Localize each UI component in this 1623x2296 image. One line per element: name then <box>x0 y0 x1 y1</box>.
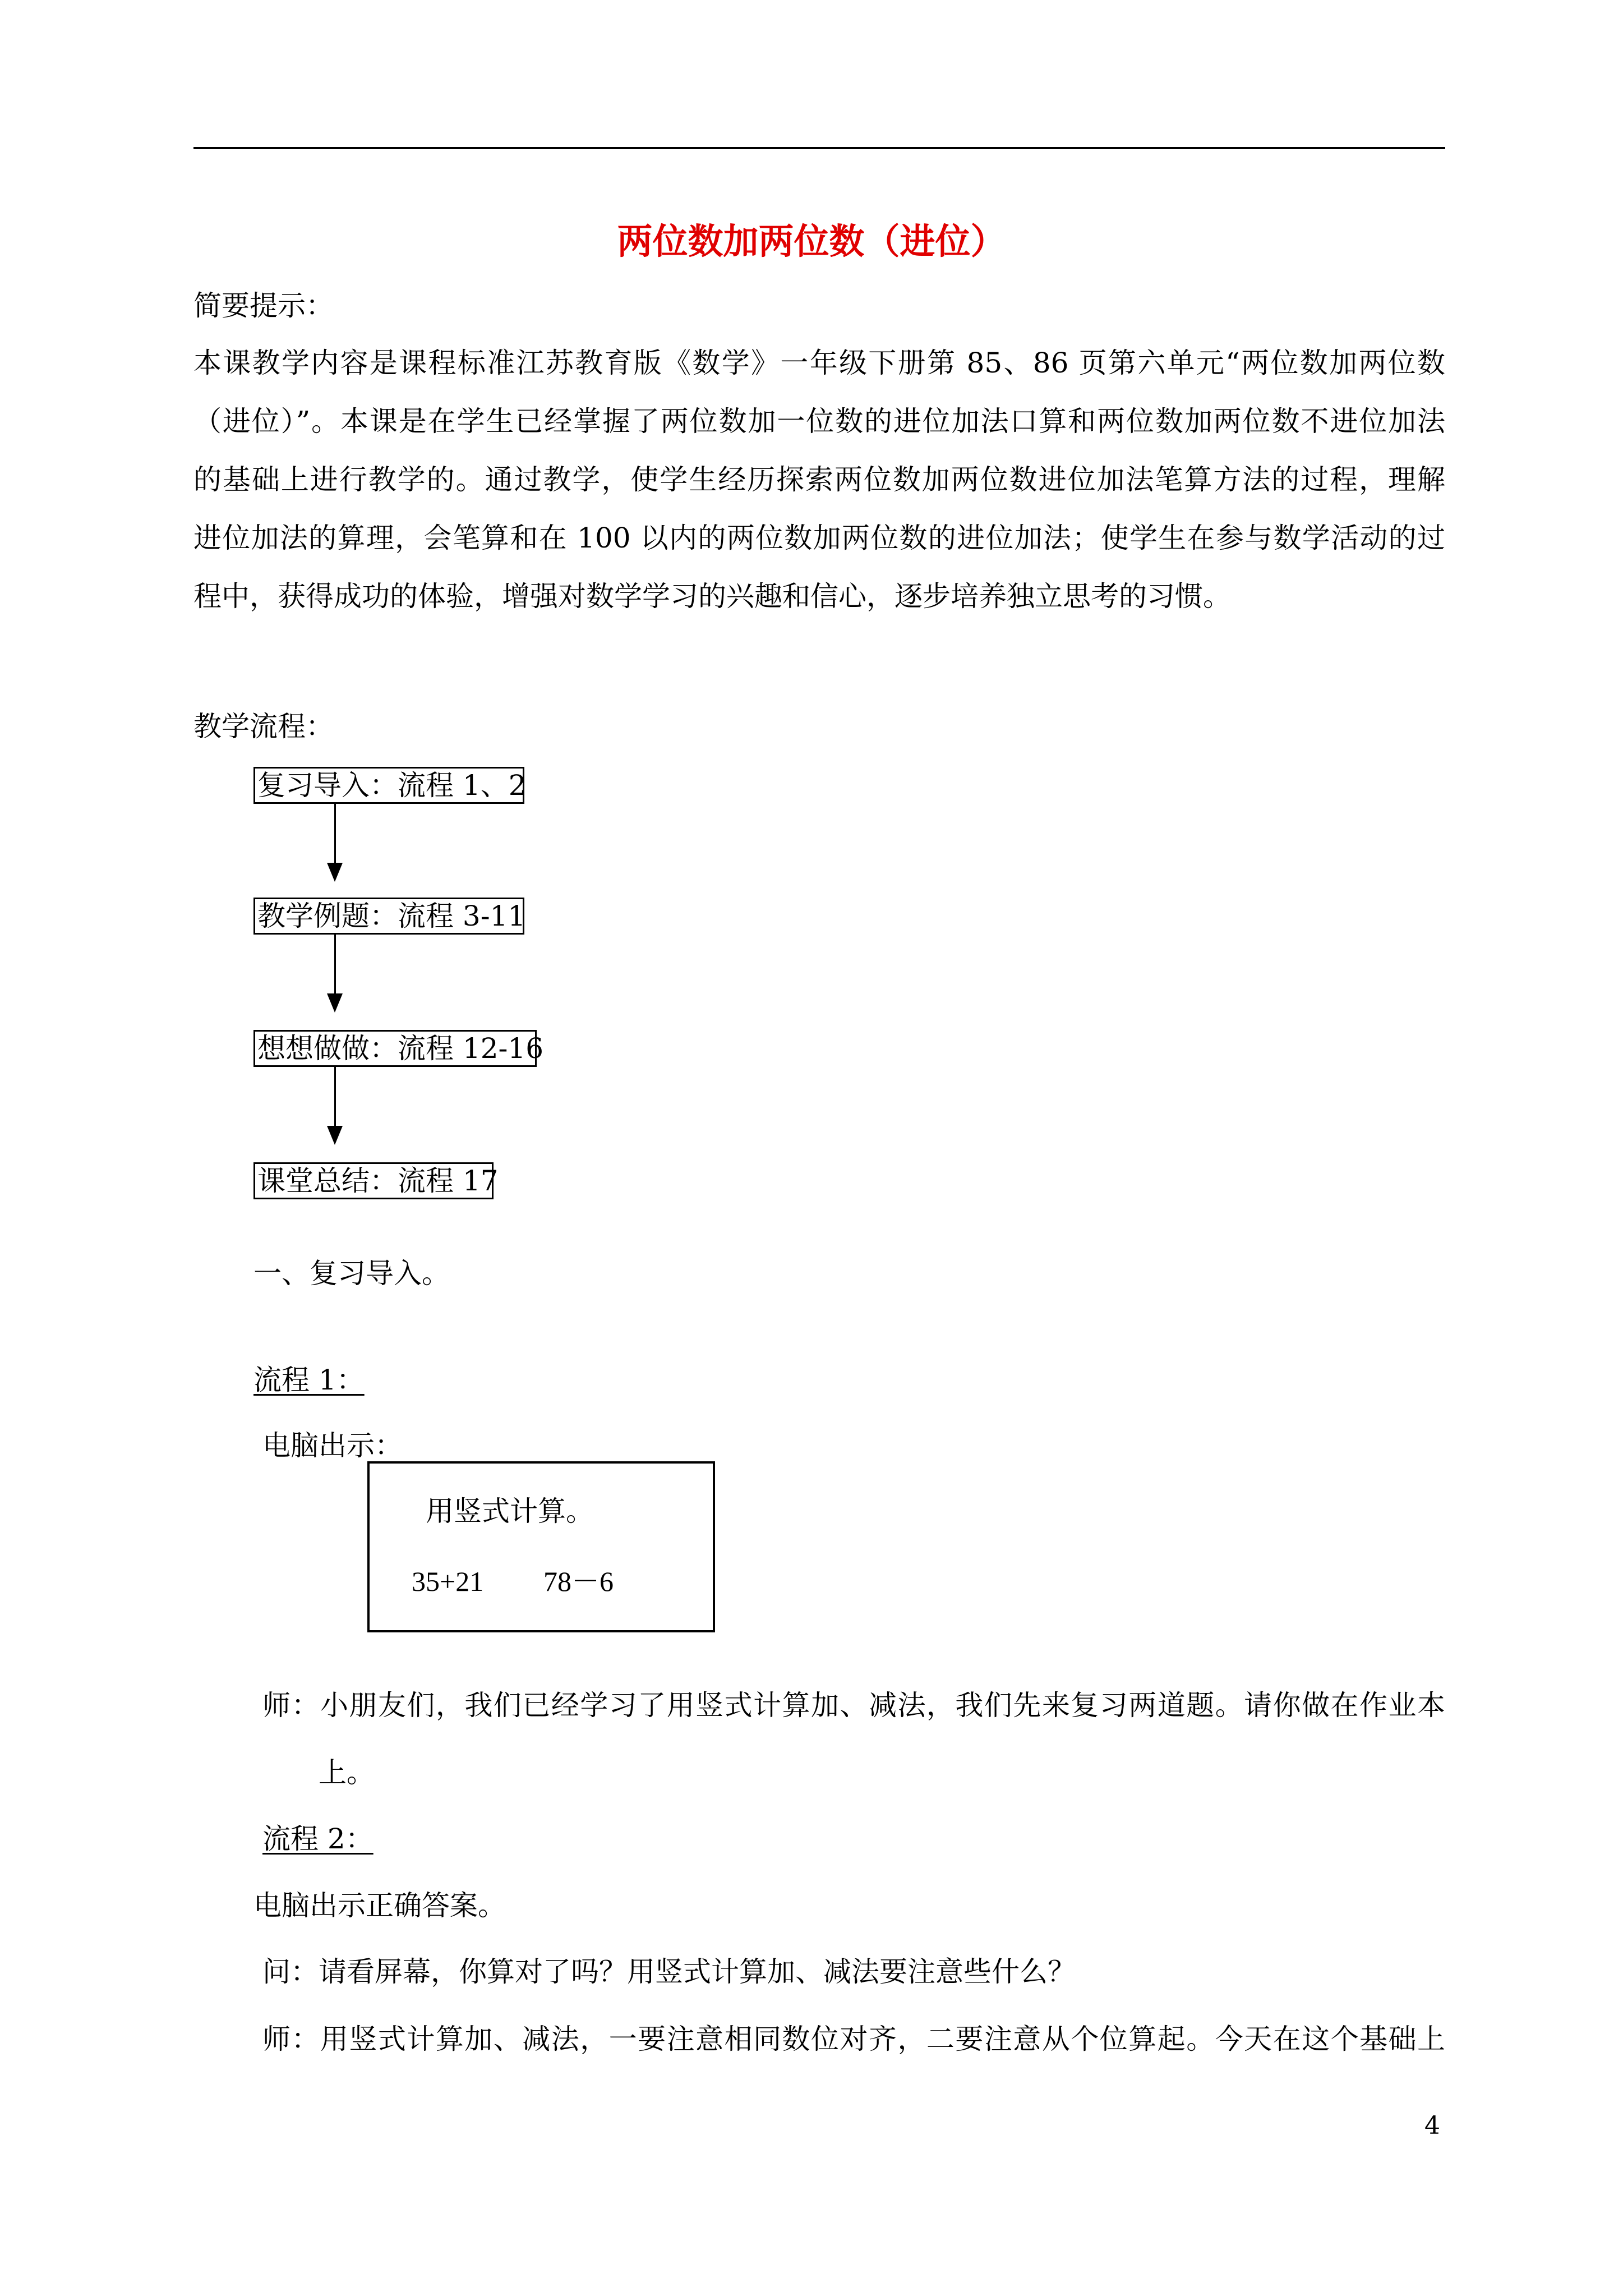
teacher-line-cont: 上。 <box>319 1756 375 1789</box>
summary-line: 的基础上进行教学的。通过教学，使学生经历探索两位数加两位数进位加法笔算方法的过程，理解 <box>193 463 1445 496</box>
flow-arrow <box>334 1067 336 1129</box>
section-heading: 一、复习导入。 <box>253 1257 450 1290</box>
step1-label: 流程 1： <box>253 1364 365 1396</box>
flow-arrow <box>334 935 336 996</box>
summary-heading: 简要提示： <box>193 289 334 322</box>
arrowhead-icon <box>327 1126 343 1145</box>
screen-exercise-box <box>367 1461 715 1632</box>
step2-label: 流程 2： <box>262 1823 374 1855</box>
flow-step-review: 复习导入：流程 1、2 <box>253 767 524 804</box>
flow-heading: 教学流程： <box>193 710 334 743</box>
summary-line: 本课教学内容是课程标准江苏教育版《数学》一年级下册第 85、86 页第六单元“两位数加两位数 <box>193 347 1445 379</box>
summary-paragraph <box>193 343 1445 635</box>
header-rule <box>193 147 1445 149</box>
question-line: 问：请看屏幕，你算对了吗？用竖式计算加、减法要注意些什么？ <box>262 1955 1076 1988</box>
flow-step-example: 教学例题：流程 3-11 <box>253 898 524 935</box>
summary-line: 进位加法的算理，会笔算和在 100 以内的两位数加两位数的进位加法；使学生在参与数学活动的过 <box>193 522 1445 554</box>
screen-expression: 78－6 <box>543 1566 614 1597</box>
screen-expression: 35+21 <box>412 1566 484 1597</box>
summary-line: 程中，获得成功的体验，增强对数学学习的兴趣和信心，逐步培养独立思考的习惯。 <box>193 580 1231 613</box>
teacher-line: 师：小朋友们，我们已经学习了用竖式计算加、减法，我们先来复习两道题。请你做在作业本 <box>262 1689 1445 1722</box>
flow-step-summary: 课堂总结：流程 17 <box>253 1162 494 1199</box>
page-number: 4 <box>1424 2111 1440 2140</box>
screen-title: 用竖式计算。 <box>426 1495 594 1527</box>
summary-line: （进位）”。本课是在学生已经掌握了两位数加一位数的进位加法口算和两位数加两位数不进位加法 <box>193 405 1445 438</box>
flow-step-practice: 想想做做：流程 12-16 <box>253 1030 537 1067</box>
arrowhead-icon <box>327 993 343 1013</box>
computer-answer-line: 电脑出示正确答案。 <box>253 1889 506 1922</box>
arrowhead-icon <box>327 863 343 882</box>
flow-arrow <box>334 804 336 866</box>
computer-shows-label: 电脑出示： <box>262 1429 403 1462</box>
teacher-line: 师：用竖式计算加、减法，一要注意相同数位对齐，二要注意从个位算起。今天在这个基础上 <box>262 2023 1445 2055</box>
page-title: 两位数加两位数（进位） <box>617 220 1006 262</box>
